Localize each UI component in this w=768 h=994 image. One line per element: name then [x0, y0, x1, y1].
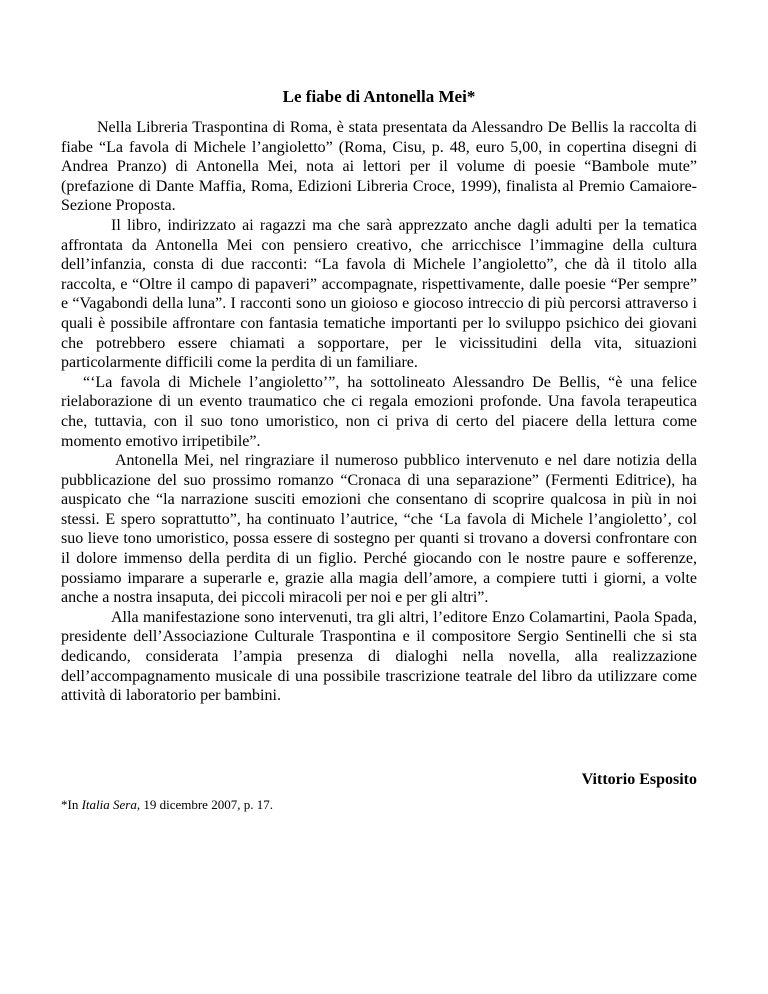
author-signature: Vittorio Esposito	[581, 771, 697, 788]
footnote-prefix: *In	[61, 797, 82, 812]
footnote-source: Italia Sera	[81, 797, 137, 812]
footnote-suffix: , 19 dicembre 2007, p. 17.	[136, 797, 273, 812]
article-body	[61, 118, 697, 706]
paragraph-1: Nella Libreria Traspontina di Roma, è stata presentata da Alessandro De Bellis la raccolta di fiabe “La favola di Michele l’angioletto” (Roma, Cisu, p. 48, euro 5,00, in copertina disegni di Andrea Pranzo) di Antonella Mei, nota ai lettori per il volume di poesie “Bambole mute” (prefazione di Dante Maffia, Roma, Edizioni Libreria Croce, 1999), finalista al Premio Camaiore-Sezione Proposta.	[61, 119, 697, 215]
article-title: Le fiabe di Antonella Mei*	[282, 87, 476, 106]
paragraph-2: Il libro, indirizzato ai ragazzi ma che sarà apprezzato anche dagli adulti per la tematica affrontata da Antonella Mei con pensiero creativo, che arricchisce l’immagine della cultura dell’infanzia, consta di due racconti: “La favola di Michele l’angioletto”, che dà il titolo alla raccolta, e “Oltre il campo di papaveri” accompagnate, rispettivamente, dalle poesie “Per sempre” e “Vagabondi della luna”. I racconti sono un gioioso e giocoso intreccio di più percorsi attraverso i quali è possibile affrontare con fantasia tematiche importanti per lo sviluppo psichico dei giovani che potrebbero essere chiamati a sopportare, per le vicissitudini della vita, situazioni particolarmente difficili come la perdita di un familiare.	[61, 216, 697, 372]
paragraph-4: Antonella Mei, nel ringraziare il numeroso pubblico intervenuto e nel dare notizia della pubblicazione del suo prossimo romanzo “Cronaca di una separazione” (Fermenti Editrice), ha auspicato che “la narrazione susciti emozioni che consentano di scoprire qualcosa in più in noi stessi. E spero soprattutto”, ha continuato l’autrice, “che ‘La favola di Michele l’angioletto’, col suo lieve tono umoristico, possa essere di sostegno per quanti si trovano a doversi confrontare con il dolore immenso della perdita di un figlio. Perché giocando con le nostre paure e sofferenze, possiamo imparare a superarle e, grazie alla magia dell’amore, a compiere tutti i giorni, a volte anche a nostra insaputa, dei piccoli miracoli per noi e per gli altri”.	[61, 452, 697, 607]
paragraph-3: “‘La favola di Michele l’angioletto’”, ha sottolineato Alessandro De Bellis, “è una felice rielaborazione di un evento traumatico che ci regala emozioni profonde. Una favola terapeutica che, tuttavia, con il suo tono umoristico, non ci priva di certo del piacere della lettura come momento emotivo irripetibile”.	[61, 373, 697, 450]
footnote	[61, 797, 273, 813]
paragraph-5: Alla manifestazione sono intervenuti, tra gli altri, l’editore Enzo Colamartini, Paola Spada, presidente dell’Associazione Culturale Traspontina e il compositore Sergio Sentinelli che si sta dedicando, considerata l’ampia presenza di dialoghi nella novella, alla realizzazione dell’accompagnamento musicale di una possibile trascrizione teatrale del libro da utilizzare come attività di laboratorio per bambini.	[61, 608, 697, 705]
